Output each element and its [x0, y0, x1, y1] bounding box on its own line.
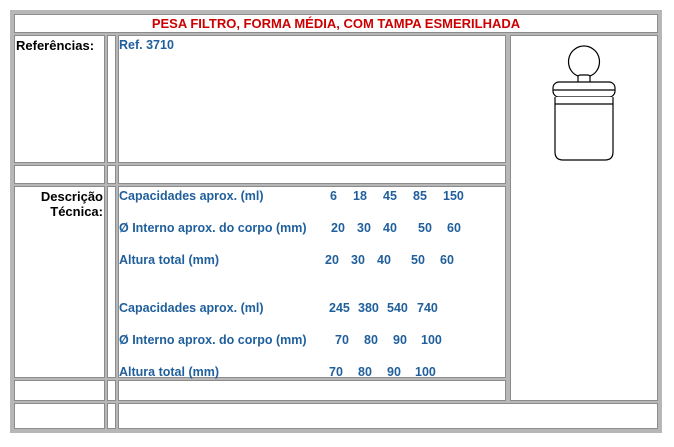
spec-value: 50 [411, 253, 425, 267]
spec-value: 40 [383, 221, 397, 235]
spec-row-height-2 [119, 365, 507, 381]
spec-value: 40 [377, 253, 391, 267]
footer-cell [14, 403, 105, 429]
spec-value: 30 [357, 221, 371, 235]
spec-value: 70 [335, 333, 349, 347]
referencias-value-cell [118, 35, 506, 163]
spec-value: 6 [330, 189, 337, 203]
spec-value: 18 [353, 189, 367, 203]
descricao-label [41, 189, 103, 219]
descricao-spec-cell [118, 186, 506, 378]
spec-row-diameter-1 [119, 221, 507, 237]
spec-value: 90 [387, 365, 401, 379]
empty-cell [14, 380, 105, 401]
empty-cell [107, 165, 116, 184]
empty-cell [107, 380, 116, 401]
spec-row-capacity-2 [119, 301, 507, 317]
spec-value: 245 [329, 301, 350, 315]
spec-value: 85 [413, 189, 427, 203]
spec-row-capacity-1 [119, 189, 507, 205]
spec-label: Altura total (mm) [119, 365, 219, 379]
empty-cell [118, 380, 506, 401]
spec-value: 540 [387, 301, 408, 315]
spec-value: 80 [358, 365, 372, 379]
spec-row-diameter-2 [119, 333, 507, 349]
descricao-label-line2: Técnica: [50, 204, 103, 219]
spec-value: 80 [364, 333, 378, 347]
spec-value: 45 [383, 189, 397, 203]
spec-label: Capacidades aprox. (ml) [119, 301, 264, 315]
weighing-bottle-icon [549, 42, 619, 172]
spec-value: 90 [393, 333, 407, 347]
footer-cell [107, 403, 116, 429]
spec-label: Capacidades aprox. (ml) [119, 189, 264, 203]
empty-cell [118, 165, 506, 184]
spec-value: 150 [443, 189, 464, 203]
spec-label: Altura total (mm) [119, 253, 219, 267]
spec-value: 30 [351, 253, 365, 267]
product-image-cell [510, 35, 658, 401]
spec-label: Ø Interno aprox. do corpo (mm) [119, 333, 307, 347]
spec-label: Ø Interno aprox. do corpo (mm) [119, 221, 307, 235]
spec-value: 100 [415, 365, 436, 379]
spec-value: 60 [447, 221, 461, 235]
referencias-label-cell [14, 35, 105, 163]
spec-value: 60 [440, 253, 454, 267]
descricao-label-cell [14, 186, 105, 378]
spec-value: 20 [325, 253, 339, 267]
spacer-cell [107, 186, 116, 378]
spec-value: 50 [418, 221, 432, 235]
spec-value: 20 [331, 221, 345, 235]
referencias-value: Ref. 3710 [119, 38, 174, 52]
page-title: PESA FILTRO, FORMA MÉDIA, COM TAMPA ESMERILHADA [14, 14, 658, 33]
spec-value: 740 [417, 301, 438, 315]
descricao-label-line1: Descrição [40, 189, 103, 204]
footer-cell [118, 403, 658, 429]
empty-cell [14, 165, 105, 184]
spec-value: 70 [329, 365, 343, 379]
spacer-cell [107, 35, 116, 163]
spec-value: 100 [421, 333, 442, 347]
spec-row-height-1 [119, 253, 507, 269]
spec-value: 380 [358, 301, 379, 315]
referencias-label: Referências: [16, 38, 95, 53]
